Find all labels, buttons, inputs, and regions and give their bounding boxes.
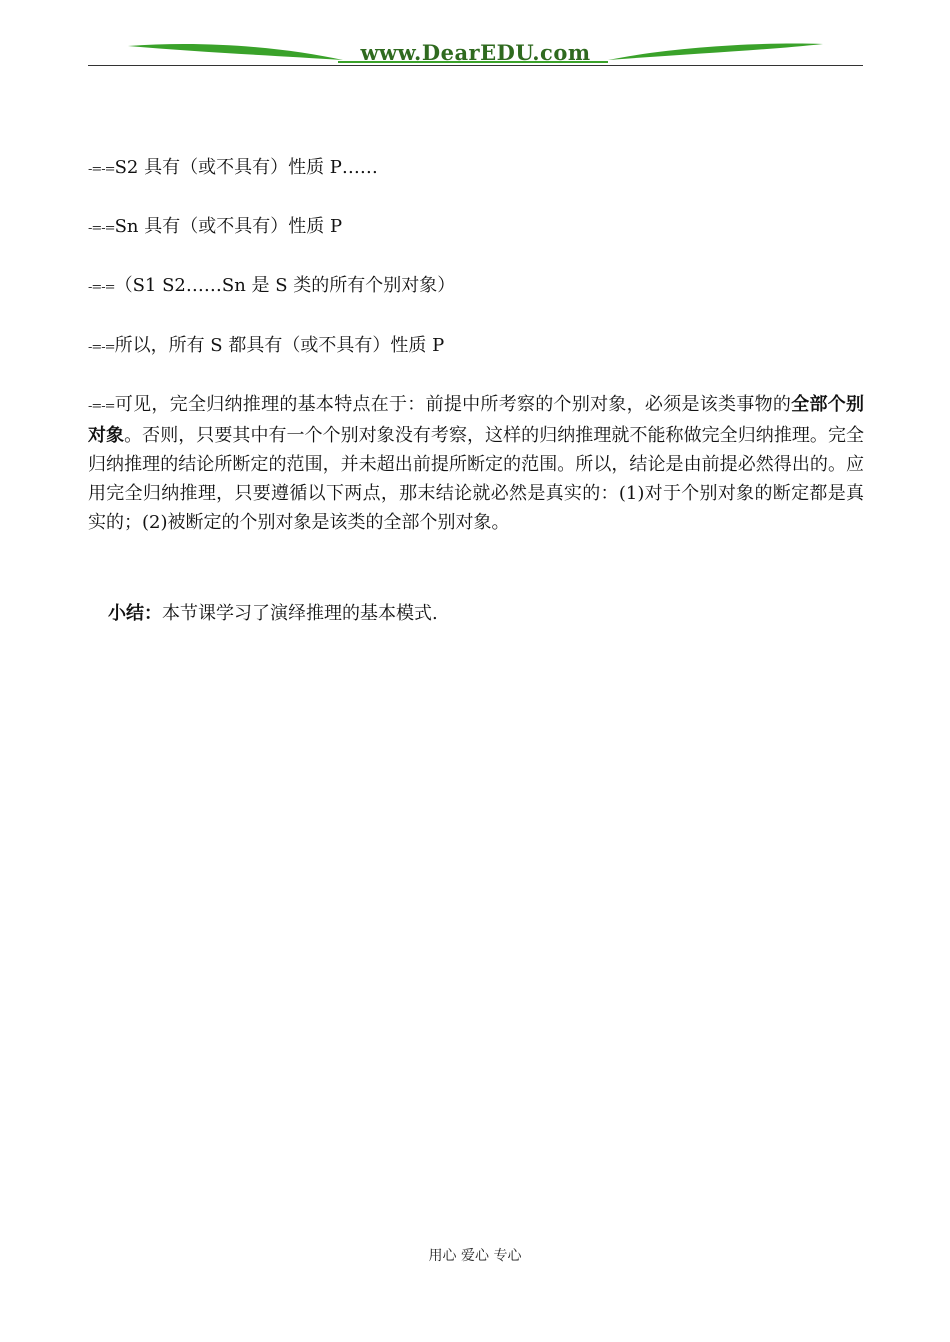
header-divider <box>88 65 863 66</box>
page-footer: 用心 爱心 专心 <box>428 1248 522 1264</box>
summary-label: 小结： <box>108 603 162 624</box>
explanation-paragraph <box>88 390 864 537</box>
line-text: 所以，所有 S 都具有（或不具有）性质 P <box>114 335 445 356</box>
line-text: （S1 S2……Sn 是 S 类的所有个别对象） <box>114 275 456 296</box>
line-text: S2 具有（或不具有）性质 P…… <box>114 157 378 178</box>
line-text: Sn 具有（或不具有）性质 P <box>114 216 343 237</box>
premise-line-sn <box>88 212 342 243</box>
logo-text: www.DearEDU.com <box>360 40 591 65</box>
paragraph-text-after: 。否则，只要其中有一个个别对象没有考察，这样的归纳推理就不能称做完全归纳推理。完全归纳推理的结论所断定的范围，并未超出前提所断定的范围。所以，结论是由前提必然得出的。应用完全归纳推理，只要遵循以下两点，那末结论就必然是真实的：(1)对于个别对象的断定都是真实的；(2)被断定的个别对象是该类的全部个别对象。 <box>88 425 865 533</box>
summary-text: 本节课学习了演绎推理的基本模式. <box>162 603 438 624</box>
bullet-mark: -=-= <box>88 340 115 355</box>
paragraph-text-before: 可见，完全归纳推理的基本特点在于：前提中所考察的个别对象，必须是该类事物的 <box>114 394 792 415</box>
bullet-mark: -=-= <box>88 162 115 177</box>
premise-line-s2 <box>88 153 378 184</box>
bullet-mark: -=-= <box>88 221 115 236</box>
conclusion-line <box>88 331 444 362</box>
bullet-mark: -=-= <box>88 399 115 414</box>
premise-line-all <box>88 271 455 302</box>
summary-line <box>108 599 438 628</box>
paragraph-bold-term: 全部个别对象 <box>88 394 865 446</box>
bullet-mark: -=-= <box>88 280 115 295</box>
